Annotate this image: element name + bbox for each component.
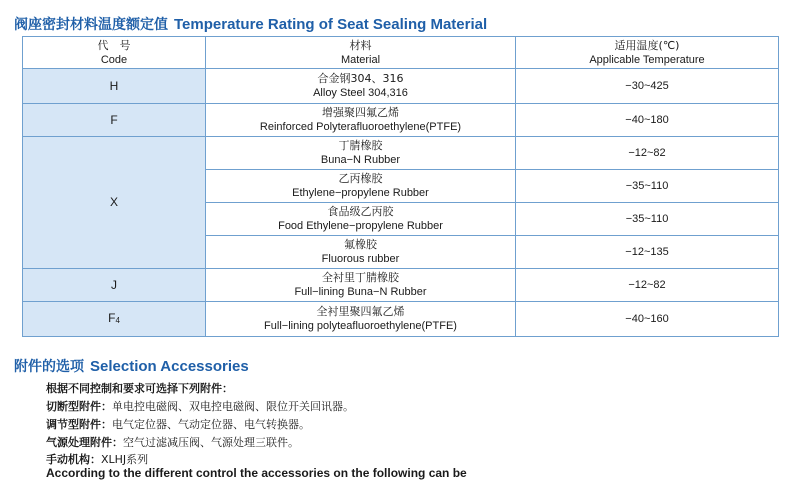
temperature-cell: −30~425 <box>516 69 779 104</box>
title-cn: 附件的选项 <box>14 359 84 375</box>
temperature-cell: −40~180 <box>516 104 779 137</box>
material-cell: 合金钢304、316 Alloy Steel 304,316 <box>206 69 516 104</box>
code-cell: $F_4$ <box>23 302 206 337</box>
temperature-rating-title <box>14 14 487 34</box>
temperature-cell: −12~82 <box>516 137 779 170</box>
accessory-item: 切断型附件：单电控电磁阀、双电控电磁阀、限位开关回讯器。 <box>46 400 354 413</box>
table-header-row <box>23 37 779 69</box>
material-cell: 食品级乙丙胶 Food Ethylene−propylene Rubber <box>206 203 516 236</box>
header-material: 材料 Material <box>206 37 516 69</box>
code-cell: H <box>23 69 206 104</box>
accessory-item: 手动机构：XLHJ系列 <box>46 453 149 466</box>
table-row <box>23 137 779 170</box>
header-code: 代 号 Code <box>23 37 206 69</box>
code-cell: F <box>23 104 206 137</box>
code-subscript: 4 <box>115 316 120 325</box>
table-row <box>23 269 779 302</box>
title-en: Temperature Rating of Seat Sealing Material <box>174 16 488 33</box>
code-cell: J <box>23 269 206 302</box>
temperature-rating-table <box>22 36 779 337</box>
temperature-cell: −35~110 <box>516 170 779 203</box>
material-cell: 增强聚四氟乙烯 Reinforced Polyterafluoroethylene(PTFE) <box>206 104 516 137</box>
material-cell: 氟橡胶 Fluorous rubber <box>206 236 516 269</box>
header-temperature: 适用温度(℃) Applicable Temperature <box>516 37 779 69</box>
table-row <box>23 302 779 337</box>
material-cell: 全衬里聚四氟乙烯 Full−lining polyteafluoroethylene(PTFE) <box>206 302 516 337</box>
temperature-cell: −12~82 <box>516 269 779 302</box>
table-row <box>23 69 779 104</box>
accessories-english-intro: According to the different control the accessories on the following can be <box>46 466 467 480</box>
accessory-item: 气源处理附件：空气过滤减压阀、气源处理三联件。 <box>46 436 299 449</box>
temperature-cell: −35~110 <box>516 203 779 236</box>
temperature-cell: −40~160 <box>516 302 779 337</box>
accessories-title <box>14 356 249 376</box>
table-row <box>23 104 779 137</box>
title-cn: 阀座密封材料温度额定值 <box>14 17 168 33</box>
material-cell: 全衬里丁腈橡胶 Full−lining Buna−N Rubber <box>206 269 516 302</box>
accessory-item: 调节型附件：电气定位器、气动定位器、电气转换器。 <box>46 418 310 431</box>
title-en: Selection Accessories <box>90 358 249 375</box>
material-cell: 乙丙橡胶 Ethylene−propylene Rubber <box>206 170 516 203</box>
material-cell: 丁腈橡胶 Buna−N Rubber <box>206 137 516 170</box>
accessories-intro: 根据不同控制和要求可选择下列附件： <box>46 382 233 395</box>
code-cell: X <box>23 137 206 269</box>
temperature-cell: −12~135 <box>516 236 779 269</box>
